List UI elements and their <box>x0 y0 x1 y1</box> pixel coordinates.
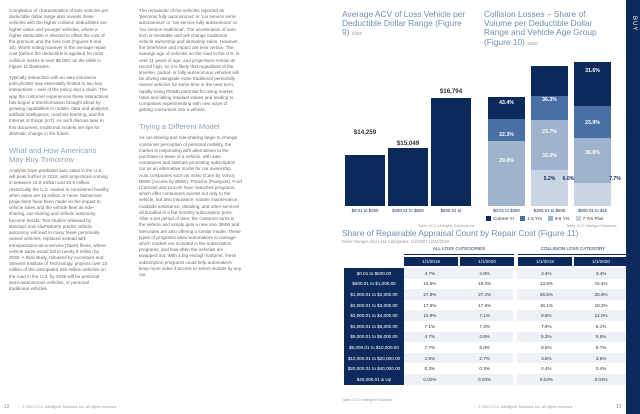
section-heading-buy-tomorrow: What and How Americans May Buy Tomorrow <box>9 146 97 165</box>
table-cell: 0.02% <box>404 374 456 385</box>
table-cell: 3.4% <box>575 268 627 279</box>
figure10-number: (Figure 10) <box>484 36 525 47</box>
figure10-note: Table: CCC Intelligent Solutions <box>566 224 617 228</box>
table-cell: 0.4% <box>515 363 575 374</box>
table-row <box>344 374 627 385</box>
table-cell: 9.8% <box>515 310 575 321</box>
table-cell: 7.1% <box>456 310 516 321</box>
figure10-bar1-label-3: 43.4% <box>499 100 514 106</box>
table-row <box>344 310 627 321</box>
figure10-xlabel-3: $500.01 to $1k <box>577 208 608 213</box>
table-cell: 8.0% <box>456 342 516 353</box>
figure11-title <box>342 229 632 238</box>
row-label: $4,000.01 to $5,000.00 <box>344 321 404 332</box>
figure11-group-all: ALL LOSS CATEGORIES <box>432 246 486 251</box>
figure10-bar1-seg-1 <box>488 141 525 206</box>
table-row <box>344 289 627 300</box>
table-cell: 18.1% <box>515 300 575 311</box>
figure10-bar2-seg-2 <box>531 120 568 170</box>
row-label: $5,000.01 to $6,000.00 <box>344 332 404 343</box>
figure9-xlabel-2: $250.01 to $500 <box>392 208 424 213</box>
sidebar-label: BUY <box>631 16 637 32</box>
table-cell: 0.3% <box>404 363 456 374</box>
figure9-value-3: $16,794 <box>439 88 463 95</box>
figure11-header-4: 1/1/2020 <box>574 257 628 266</box>
figure10-bar2-seg-4 <box>531 66 568 96</box>
figure9-bar-2 <box>388 148 428 206</box>
row-label: $2,000.01 to $3,000.00 <box>344 300 404 311</box>
table-cell: 13.9% <box>515 279 575 290</box>
middle-paragraph-2: As car-sharing and ride-sharing begin to change consumer perception of personal mobility, the market is responding with alternatives to the purchase or lease of a vehicle, with auto companies and startups promoting subscription car as an alternative model for car ownership. Auto companies such as Volvo (Care by Volvo), BMW (Access by BMW), Porsche (Passport), Ford (Canvas) and Lincoln have launched programs, which offer consumers access not only to the vehicle, but also insurance, routine maintenance, roadside assistance, detailing, and other services all bundled in a flat monthly subscription price. After a set period of time, the customer turns in the vehicle and simply gets a new one. BMW and Mercedes are also offering a similar model. These types of programs allow automakers to manage which models are included in the subscription programs, and how often the vehicles are swapped out. With a big enough footprint, these subscription programs could help automakers keep more sales if access to select models by any car. <box>139 135 242 277</box>
figure10-bar1-label-1: 29.0% <box>499 158 514 164</box>
legend-label-3: 6-6 Yrs <box>554 216 570 221</box>
table-row <box>344 363 627 374</box>
figure9-title <box>342 10 470 39</box>
page-number-right: 13 <box>616 404 622 410</box>
table-cell: 2.7% <box>456 353 516 364</box>
table-cell: 4.8% <box>456 268 516 279</box>
figure9-source: 2020 <box>351 31 363 37</box>
figure10-bar1-label-2: 22.3% <box>499 132 514 138</box>
figure11-title-text: Share of Repairable Appraisal Count by Repair Cost <box>342 228 536 238</box>
table-cell: 8.1% <box>575 321 627 332</box>
table-cell: 9.7% <box>575 342 627 353</box>
table-cell: 3.4% <box>515 268 575 279</box>
figure9-value-2: $15,049 <box>396 140 420 147</box>
table-cell: 7.1% <box>404 321 456 332</box>
table-cell: 27.9% <box>404 289 456 300</box>
figure10-xlabel-2: $250.01 to $500 <box>533 208 566 213</box>
figure11-table <box>344 268 627 385</box>
table-row <box>344 342 627 353</box>
table-cell: 10.9% <box>404 310 456 321</box>
table-cell: 9.5% <box>515 342 575 353</box>
legend-item-current-yr <box>486 216 514 221</box>
figure10-title <box>484 10 614 48</box>
legend-label-1: Current Yr <box>493 216 515 221</box>
legend-label-2: 1-5 Yrs <box>527 216 542 221</box>
figure10-bar2-label-2: 32.0% <box>542 153 557 159</box>
table-cell: 17.6% <box>404 300 456 311</box>
row-label: $1,000.01 to $2,000.00 <box>344 289 404 300</box>
table-cell: 3.5% <box>515 353 575 364</box>
table-cell: 0.03% <box>456 374 516 385</box>
figure10-bar3-label-2: 7.7% <box>609 176 621 182</box>
table-cell: 0.4% <box>575 363 627 374</box>
table-cell: 0.03% <box>515 374 575 385</box>
figure9-xlabel-3: $500.01 to <box>440 208 462 213</box>
figure9-bar-3 <box>431 98 471 206</box>
figure11-group-rule-1 <box>404 254 514 255</box>
figure11-group-collision: COLLISION LOSS CATEGORY <box>540 246 606 251</box>
figure9-xlabel-1: $0.01 to $250 <box>351 208 379 213</box>
row-label: $20,000.01 to $40,000.00 <box>344 363 404 374</box>
footer-left: © 2021 CCC Intelligent Solutions Inc. All rights reserved. <box>22 405 118 409</box>
table-cell: 7.9% <box>515 321 575 332</box>
row-label: $10,000.01 to $20,000.00 <box>344 353 404 364</box>
table-cell: 17.6% <box>456 300 516 311</box>
figure10-bar3-label-4: 23.9% <box>585 120 600 126</box>
table-cell: 0.3% <box>456 363 516 374</box>
row-label: $40,000.01 & Up <box>344 374 404 385</box>
left-paragraph-3: Analysts have predicted auto sales in the U.S. will peak further in 2018, with projections coming in between 16.9 million and 16.9 million. Historically the U.S. market is considered healthy when sales are 15 million or more. Numerous projections have been made on the impact to vehicle sales and the vehicle fleet as ride-sharing, car-sharing and vehicle autonomy become trends. Two studies released by Barclays and AlixPartners predict vehicle autonomy will lead to many fewer personally-owned vehicles, replaced instead with transportation-as-a-service (TaaS) fleets, where vehicle sales would fall to nearly 9 million by 2030. A third study, released by Accenture and Stevens Institute of Technology, projects over 23 million of the anticipated 260 million vehicles on the road in the U.S. by 2035 will be personal semi-autonomous vehicles, or personal traditional vehicles. <box>9 168 109 291</box>
figure9-title-text: Average ACV of Loss Vehicle per Deductible Dollar Range <box>342 9 466 29</box>
figure11-number: (Figure 11) <box>538 228 579 238</box>
row-label: $3,000.01 to $4,000.00 <box>344 310 404 321</box>
figure10-bar2-label-4: 36.3% <box>542 97 557 103</box>
table-cell: 15.4% <box>575 279 627 290</box>
legend-item-7-yrs-plus <box>576 216 604 221</box>
figure9-number: (Figure 9) <box>342 18 462 38</box>
legend-item-6-6-yrs <box>548 216 570 221</box>
figure10-bar3-seg-1 <box>574 183 611 206</box>
figure10-bar2-label-1: 5.2% <box>543 176 556 182</box>
figure10-bar3-label-1: 6.0% <box>562 176 575 182</box>
figure10-bar3-label-3: 36.8% <box>585 150 600 156</box>
table-cell: 7.3% <box>456 321 516 332</box>
figure11-note: Table: CCC Intelligent Solutions <box>342 398 393 402</box>
table-cell: 16.5% <box>404 279 456 290</box>
table-cell: 12.0% <box>575 310 627 321</box>
footer-right: © 2021 CCC Intelligent Solutions Inc. All rights reserved. <box>478 405 574 409</box>
figure11-subtitle: Dollar Ranges and Loss Categories: 1/1/2020-12/31/2020 <box>342 239 450 244</box>
row-label: $6,000.01 to $10,000.00 <box>344 342 404 353</box>
table-row <box>344 353 627 364</box>
left-column <box>9 8 110 297</box>
figure9-note: Table: CCC Intelligent Solutions Inc. <box>418 224 476 228</box>
table-cell: 18.2% <box>575 300 627 311</box>
table-cell: 5.5% <box>575 332 627 343</box>
table-row <box>344 321 627 332</box>
table-cell: 7.7% <box>404 342 456 353</box>
table-row <box>344 332 627 343</box>
figure10-bar3-label-5: 31.6% <box>585 68 600 74</box>
figure9-bar-1 <box>345 155 385 206</box>
table-row <box>344 300 627 311</box>
page-number-left: 12 <box>4 404 10 410</box>
middle-paragraph-1: The remainder of the vehicles reported as 'personal fully autonomous' or 'car service semi-autonomous' or 'car service fully autonomous' or 'car service traditional'. The acceleration of auto tech is inevitable and will change traditional vehicle ownership and ultimately sales. However, the timeframe and impact are less certain. The average age of vehicles on the road in the U.S. is over 11 years of age, and projections remain at record high, so it is likely that regardless of the timeline, partial- or fully-autonomous vehicles will be driving alongside more traditional personally owned vehicles for some time in the near term, rapidly rising PD&BI potential for rising market rates and falling residual values and leading to companies experimenting with new ways of getting consumers into a vehicle. <box>139 8 240 113</box>
row-label: $500.01 to $1,000.00 <box>344 279 404 290</box>
table-cell: 3.6% <box>575 353 627 364</box>
figure11-header-3: 1/1/2019 <box>518 257 572 266</box>
table-row <box>344 268 627 279</box>
figure11-header-1: 1/1/2019 <box>404 257 458 266</box>
table-cell: 0.03% <box>575 374 627 385</box>
figure9-value-1: $14,259 <box>353 129 377 136</box>
left-paragraph-1: Completion of characteristics of loss vehicles per deductible dollar range also reveals these vehicles with the higher collision deductibles are higher value and younger vehicles, where a higher deductible is elected to offset the cost of the premium and the loss cost (Figures 9 and 10). Worth noting however is the average repair cost (before the deductible is applied) for most collision losses is over $5,000, as the table in Figure 11 illustrates. <box>9 8 109 69</box>
table-cell: 5.3% <box>515 332 575 343</box>
table-cell: 16.0% <box>456 279 516 290</box>
left-paragraph-2: Typically interaction with an auto insurance policyholder was essentially limited to two key interactions – sale of the policy and a claim. The way the customer experiences these interactions has begun a transformation brought about by growing capabilities in mobile, data and analytics, artificial intelligence, machine learning, and the Internet of things (IoT). As we'll discuss later in this document, traditional models are ripe for dramatic change in the future. <box>9 75 110 136</box>
figure11-header-2: 1/1/2020 <box>460 257 514 266</box>
table-cell: 27.4% <box>456 289 516 300</box>
table-cell: 4.7% <box>404 332 456 343</box>
section-heading-different-model: Trying a Different Model <box>139 122 220 132</box>
figure10-source: 2020 <box>527 40 538 46</box>
figure10-title-text: Collision Losses – Share of Volume per Deductible Dollar Range and Vehicle Age Group <box>484 9 597 38</box>
table-cell: 25.9% <box>575 289 627 300</box>
figure10-legend <box>486 216 603 221</box>
table-cell: 2.6% <box>404 353 456 364</box>
table-cell: 4.8% <box>456 332 516 343</box>
figure11-group-rule-2 <box>518 254 628 255</box>
table-row <box>344 279 627 290</box>
table-cell: 4.7% <box>404 268 456 279</box>
table-cell: 26.5% <box>515 289 575 300</box>
section-sidebar <box>626 0 640 414</box>
figure10-xlabel-1: $0.01 to $250 <box>493 208 520 213</box>
row-label: $0.01 to $500.00 <box>344 268 404 279</box>
middle-column <box>139 8 242 283</box>
legend-label-4: 7 Yrs Plus <box>582 216 604 221</box>
figure10-bar2-label-3: 23.7% <box>542 129 557 135</box>
legend-item-1-5-yrs <box>520 216 542 221</box>
